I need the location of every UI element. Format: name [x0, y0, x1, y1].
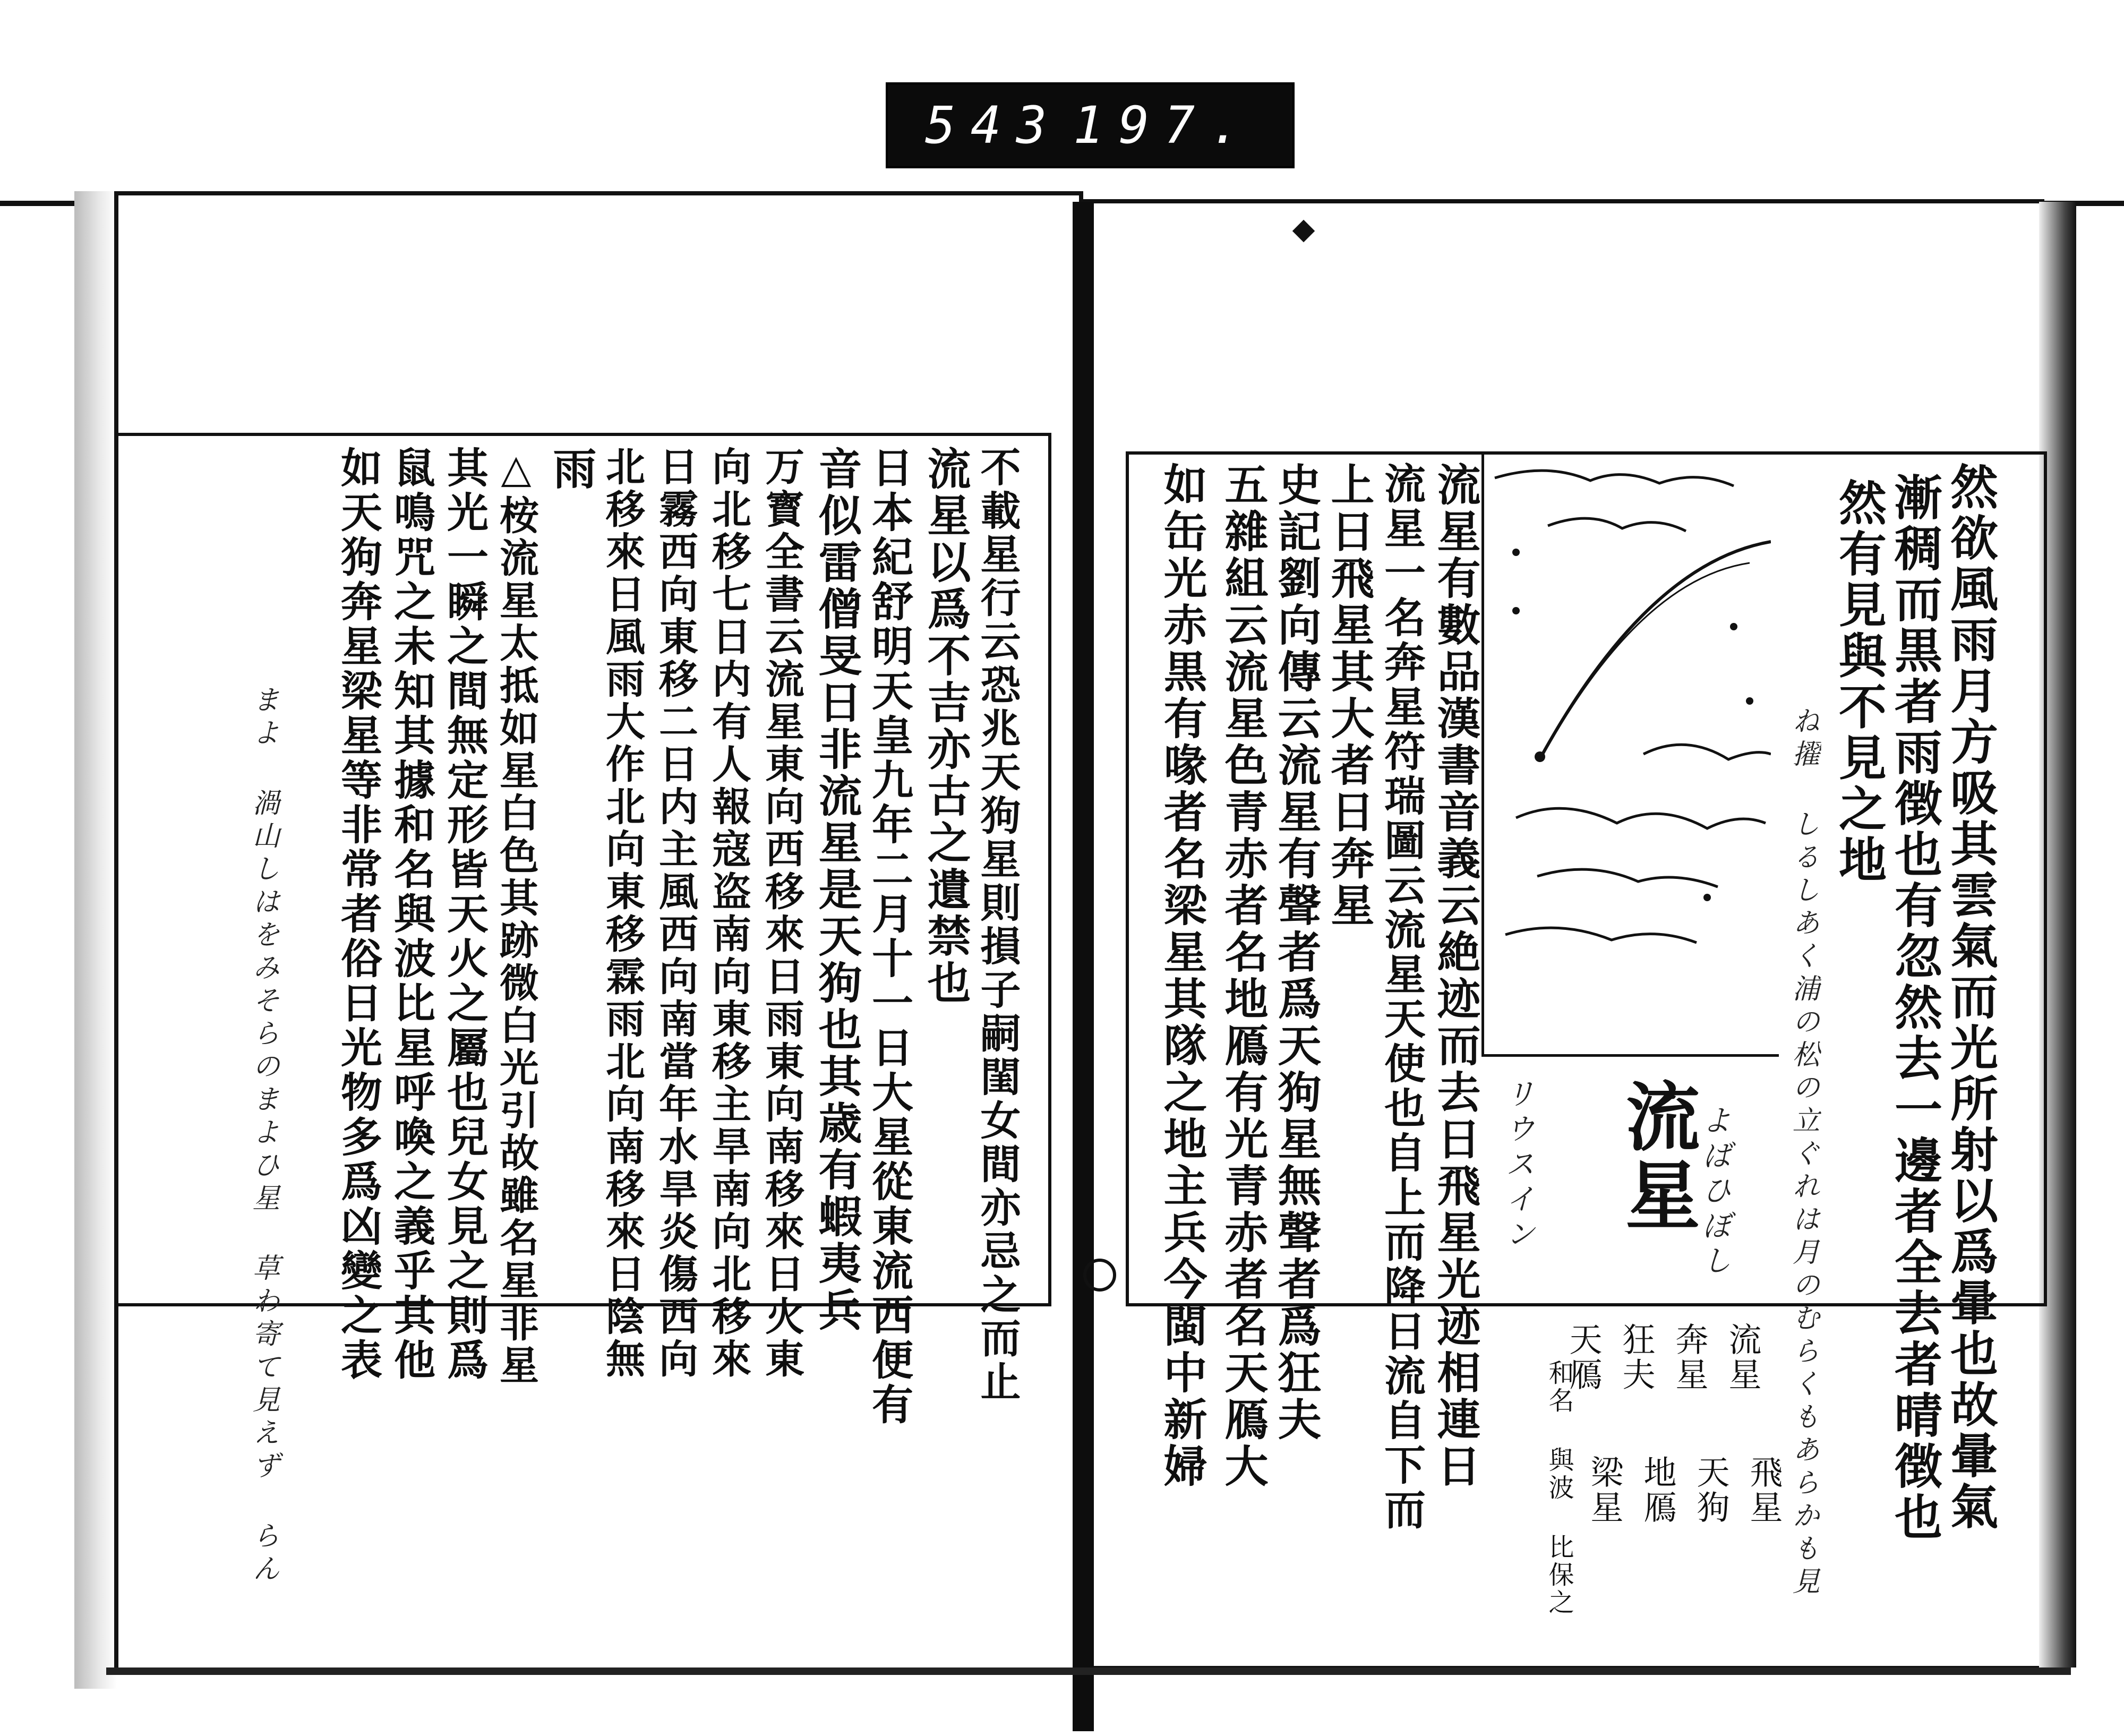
synonym-2: 奔星 — [1670, 1322, 1709, 1392]
synonym-note: 和名 與波 比保之 — [1544, 1359, 1574, 1617]
right-body-col-6: 如缶光赤黒有喙者名梁星其隊之地主兵今閩中新婦 — [1157, 462, 1207, 1490]
left-body-col-8: 北移來日風雨大作北向東移霖雨北向南移來日陰無 — [599, 446, 645, 1381]
left-body-col-11: 其光一瞬之間無定形皆天火之屬也兒女見之則爲 — [440, 446, 489, 1383]
synonym-1: 流星 — [1723, 1322, 1762, 1392]
right-top-col-3: 然有見與不見之地 — [1830, 478, 1887, 886]
left-body-col-1: 不載星行云恐兆天狗星則損子嗣閨女間亦忌之而止 — [974, 446, 1021, 1404]
left-body-col-12: 鼠鳴咒之未知其據和名與波比星呼喚之義乎其他 — [387, 446, 435, 1383]
left-body-col-4: 音似雷僧旻日非流星是天狗也其歳有蝦夷兵 — [811, 446, 862, 1334]
title-reading-chinese: リウスイン — [1501, 1078, 1535, 1253]
book-gutter — [1073, 202, 1094, 1731]
right-body-col-2: 流星一名奔星符瑞圖云流星天使也自上而降日流自下而 — [1377, 462, 1426, 1533]
left-handwritten-note: まよ 渦山しはをみそらのまよひ星 草わ寄て見えず らん — [247, 685, 279, 1587]
catalog-left-number: 543 — [925, 96, 1062, 155]
right-body-col-3: 上日飛星其大者日奔星 — [1324, 462, 1375, 929]
synonym-6: 天狗 — [1691, 1455, 1730, 1525]
right-top-col-1: 然欲風雨月方吸其雲氣而光所射以爲暈也故暈氣 — [1942, 462, 1998, 1533]
right-handwritten-note: ね擢 しるしあく浦の松の立ぐれは月のむらくもあらかも見 — [1787, 706, 1819, 1600]
left-body-col-3: 日本紀舒明天皇九年二月十一日大星從東流西便有 — [865, 446, 913, 1427]
page-ring-mark — [1083, 1259, 1116, 1292]
right-body-col-4: 史記劉向傳云流星有聲者爲天狗星無聲者爲狂夫 — [1271, 462, 1322, 1443]
right-top-col-2: 漸稠而黒者雨徴也有忽然去一邊者全去者晴徴也 — [1886, 473, 1942, 1543]
catalog-right-number: 197. — [1073, 96, 1255, 155]
right-body-col-5: 五雜組云流星色青赤者名地鴈有光青赤者名天鴈大 — [1218, 462, 1269, 1490]
synonym-7: 地鴈 — [1638, 1455, 1677, 1525]
synonym-4: 天鴈 — [1564, 1322, 1603, 1392]
catalog-label — [886, 82, 1295, 168]
book-bottom-edge — [106, 1667, 2071, 1675]
left-body-col-2: 流星以爲不吉亦古之遺禁也 — [920, 446, 971, 1007]
left-body-col-7: 日霧西向東移二日内主風西向南當年水旱炎傷西向 — [653, 446, 698, 1381]
left-page-edge — [74, 191, 117, 1689]
left-body-col-10: △桉流星太抵如星白色其跡微白光引故雖名星非星 — [493, 446, 539, 1387]
synonym-8: 梁星 — [1585, 1455, 1624, 1525]
left-body-col-6: 向北移七日内有人報寇盗南向東移主旱南向北移來 — [706, 446, 751, 1381]
synonym-5: 飛星 — [1744, 1455, 1783, 1525]
synonym-3: 狂夫 — [1617, 1322, 1656, 1392]
entry-title: 流星 — [1613, 1078, 1700, 1235]
left-body-col-13: 如天狗奔星梁星等非常者俗日光物多爲凶變之表 — [334, 446, 382, 1383]
right-body-col-1: 流星有數品漢書音義云絶迹而去日飛星光迹相連日 — [1430, 462, 1481, 1490]
shooting-star-illustration — [1484, 457, 1771, 1057]
left-body-col-9: 雨 — [546, 446, 597, 493]
title-reading-japanese: よばひぼし — [1697, 1105, 1732, 1280]
left-body-col-5: 万寳全書云流星東向西移來日雨東向南移來日火東 — [759, 446, 804, 1381]
